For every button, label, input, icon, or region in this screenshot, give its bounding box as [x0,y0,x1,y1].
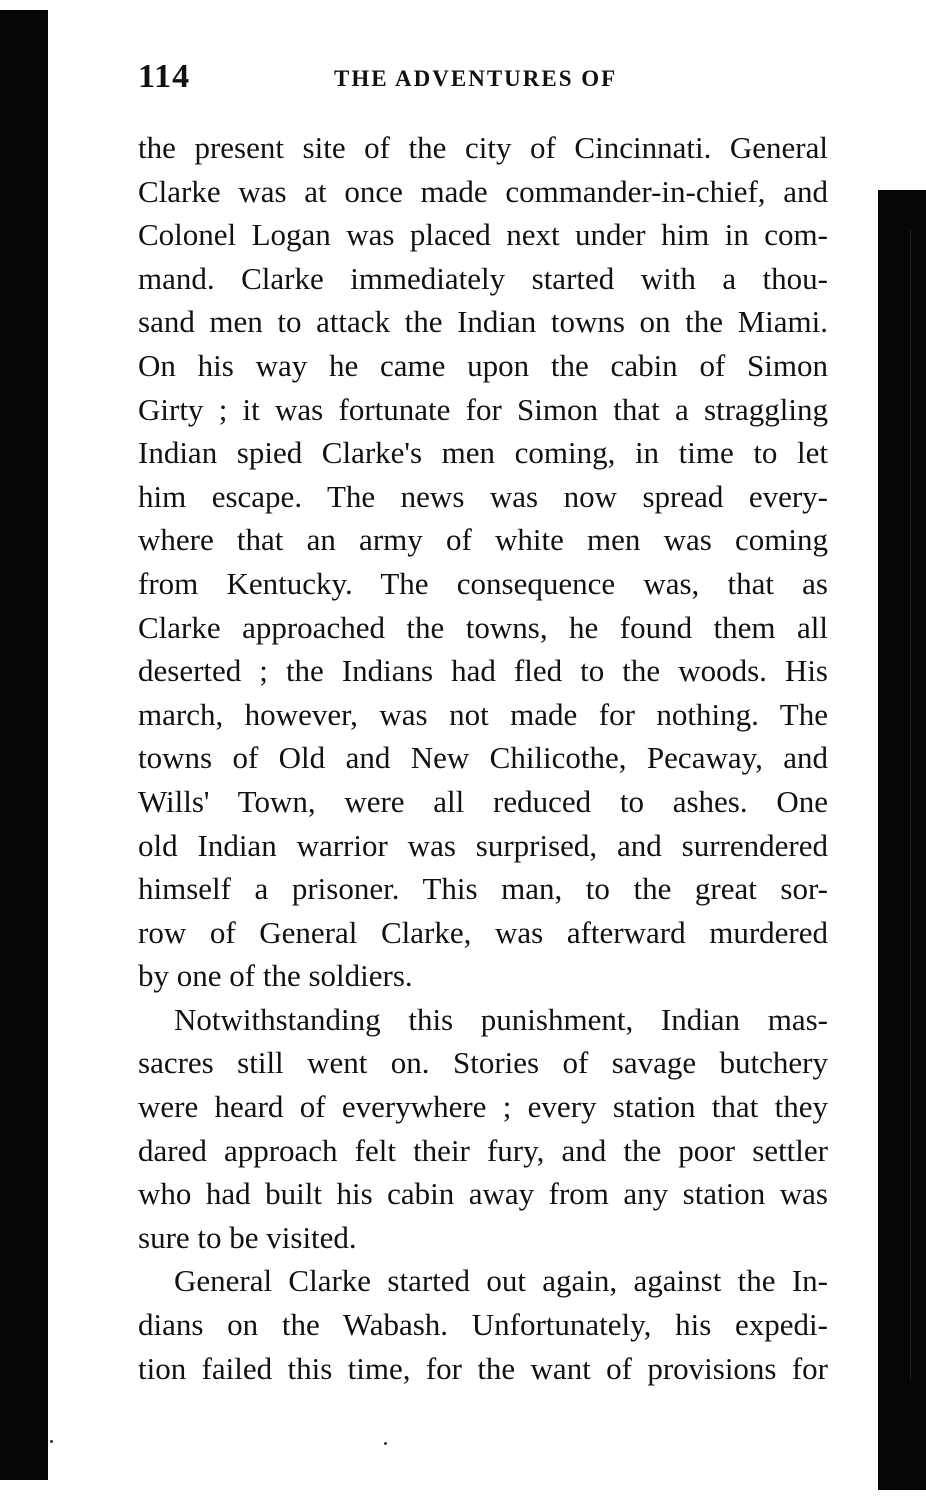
text-line: sacres still went on. Stories of savage butchery [138,1045,828,1081]
text-line: dared approach felt their fury, and the poor settler [138,1132,828,1168]
text-line: himself a prisoner. This man, to the great sor- [138,871,828,907]
text-line: Wills' Town, were all reduced to ashes. One [138,783,828,819]
text-line: Girty ; it was fortunate for Simon that a straggling [138,391,828,427]
page-number: 114 [138,58,191,95]
text-line: tion failed this time, for the want of provisions for [138,1350,828,1386]
text-line: the present site of the city of Cincinnati. General [138,130,828,165]
text-line: who had built his cabin away from any station was [138,1176,828,1212]
text-line: sure to be visited. [138,1219,357,1255]
text-line: march, however, was not made for nothing. The [138,696,828,732]
scan-speck [384,1442,387,1445]
text-line: Clarke was at once made commander-in-chief, and [138,173,828,209]
text-line: dians on the Wabash. Unfortunately, his expedi- [138,1307,828,1343]
text-line: sand men to attack the Indian towns on the Miami. [138,304,828,340]
scan-edge-left [0,10,48,1480]
paragraph [138,1259,838,1390]
text-line: Colonel Logan was placed next under him in com- [138,217,828,253]
text-line: deserted ; the Indians had fled to the woods. His [138,653,828,689]
text-line: row of General Clarke, was afterward murdered [138,914,828,950]
text-line: him escape. The news was now spread every- [138,478,828,514]
body-text [138,126,838,1390]
text-line: old Indian warrior was surprised, and surrendered [138,827,828,863]
text-line: were heard of everywhere ; every station that they [138,1089,828,1125]
text-line: Notwithstanding this punishment, Indian mas- [174,1001,828,1037]
running-title: THE ADVENTURES OF [334,66,618,91]
page-header [138,58,838,98]
text-line: by one of the soldiers. [138,958,413,994]
scan-speck [50,1440,53,1443]
paragraph [138,126,838,998]
scan-shadow-line [910,230,911,1380]
text-line: mand. Clarke immediately started with a thou- [138,260,828,296]
text-line: Indian spied Clarke's men coming, in time to let [138,435,828,471]
paragraph [138,998,838,1260]
text-line: where that an army of white men was coming [138,522,828,558]
scan-edge-right [878,190,926,1490]
text-line: towns of Old and New Chilicothe, Pecaway, and [138,740,828,776]
text-line: Clarke approached the towns, he found them all [138,609,828,645]
text-line: General Clarke started out again, against the In- [174,1263,828,1299]
text-line: On his way he came upon the cabin of Simon [138,347,828,383]
text-line: from Kentucky. The consequence was, that as [138,565,828,601]
